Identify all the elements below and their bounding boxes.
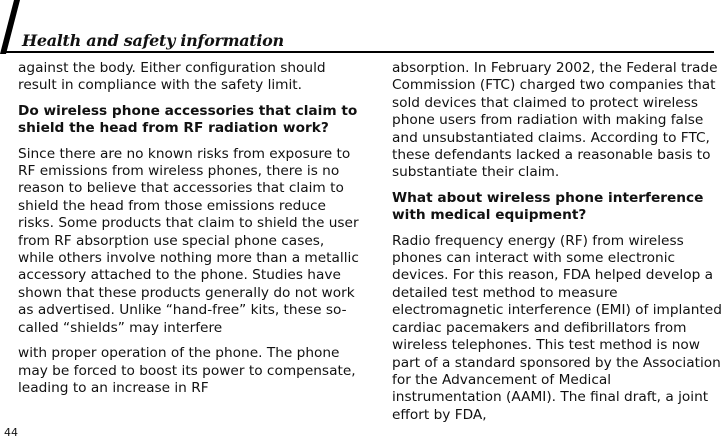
paragraph: absorption. In February 2002, the Federal trade Commission (FTC) charged two companies that sold devices that claimed to protect wireless phone users from radiation with making false and unsubstantiated claims. According to FTC, these defendants lacked a reasonable basis to substantiate their claim.	[392, 60, 718, 181]
paragraph: Since there are no known risks from exposure to RF emissions from wireless phones, there is no reason to believe that accessories that claim to shield the head from those emissions reduce risks. Some products that claim to shield the user from RF absorption use special phone cases, while others involve nothing more than a metallic accessory attached to the phone. Studies have shown that these products generally do not work as advertised. Unlike “hand-free” kits, these so-called “shields” may interfere	[18, 145, 359, 336]
left-column	[18, 60, 362, 405]
header-rule	[4, 51, 714, 53]
right-column	[392, 60, 722, 432]
paragraph: against the body. Either configuration should result in compliance with the safety limit.	[18, 60, 326, 94]
paragraph: with proper operation of the phone. The phone may be forced to boost its power to compensate, leading to an increase in RF	[18, 345, 356, 396]
paragraph: Radio frequency energy (RF) from wireless phones can interact with some electronic devices. For this reason, FDA helped develop a detailed test method to measure electromagnetic interference (EMI) of implanted cardiac pacemakers and defibrillators from wireless telephones. This test method is now part of a standard sponsored by the Association for the Advancement of Medical instrumentation (AAMI). The final draft, a joint effort by FDA,	[392, 232, 722, 423]
page-number: 44	[4, 426, 18, 439]
running-header-title: Health and safety information	[22, 31, 284, 50]
section-heading: Do wireless phone accessories that claim to shield the head from RF radiation work?	[18, 102, 358, 137]
header-accent-bar	[0, 0, 20, 54]
section-heading: What about wireless phone interference with medical equipment?	[392, 189, 704, 224]
